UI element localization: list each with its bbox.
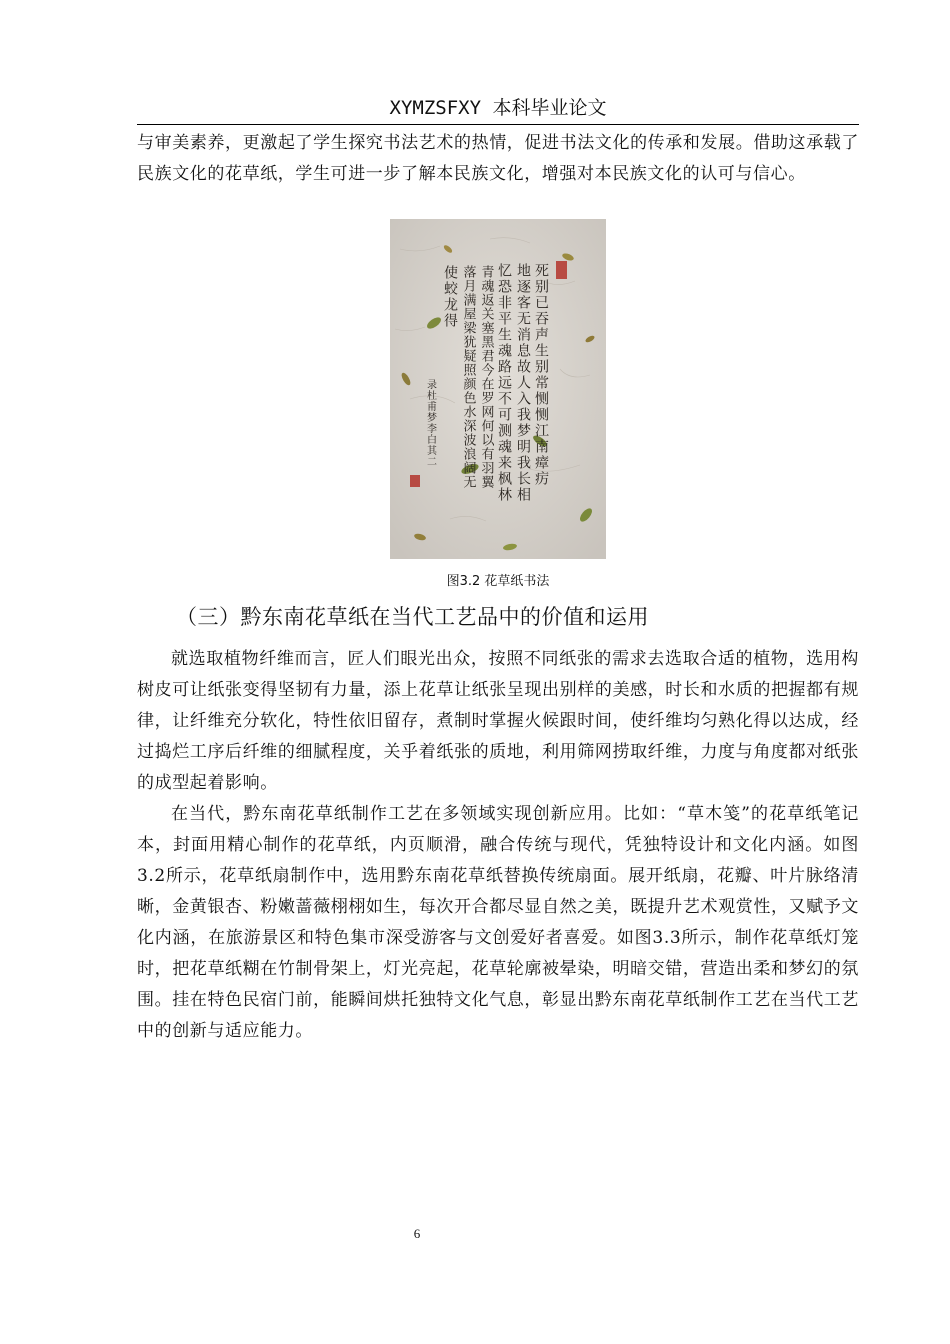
calligraphy-figure <box>390 219 606 559</box>
calligraphy-column-3: 忆恐非平生魂路远不可测魂来枫林 <box>496 263 512 503</box>
calligraphy-column-2: 地逐客无消息故人入我梦明我长相 <box>515 263 531 503</box>
calligraphy-column-6: 使蛟龙得 <box>442 265 458 329</box>
calligraphy-column-1: 死别已吞声生别常恻恻江南瘴疠 <box>533 263 549 487</box>
flower-paper-calligraphy-image <box>390 219 606 559</box>
header-divider <box>137 124 859 125</box>
page-number: 6 <box>413 1226 421 1241</box>
calligraphy-column-5: 落月满屋梁犹疑照颜色水深波浪阔无 <box>460 265 476 489</box>
seal-top <box>556 261 567 279</box>
page-header: XYMZSFXY 本科毕业论文 <box>389 97 607 119</box>
paragraph-intro: 与审美素养，更激起了学生探究书法艺术的热情，促进书法文化的传承和发展。借助这承载了民族文化的花草纸，学生可进一步了解本民族文化，增强对本民族文化的认可与信心。 <box>137 133 859 184</box>
calligraphy-column-4: 青魂返关塞黑君今在罗网何以有羽翼 <box>478 265 494 489</box>
paragraph-modern: 在当代，黔东南花草纸制作工艺在多领域实现创新应用。比如：“草木笺”的花草纸笔记本，封面用精心制作的花草纸，内页顺滑，融合传统与现代，凭独特设计和文化内涵。如图3.2所示，花草纸扇制作中，选用黔东南花草纸替换传统扇面。展开纸扇，花瓣、叶片脉络清晰，金黄银杏、粉嫩蔷薇栩栩如生，每次开合都尽显自然之美，既提升艺术观赏性，又赋予文化内涵，在旅游景区和特色集市深受游客与文创爱好者喜爱。如图3.3所示，制作花草纸灯笼时，把花草纸糊在竹制骨架上，灯光亮起，花草轮廓被晕染，明暗交错，营造出柔和梦幻的氛围。挂在特色民宿门前，能瞬间烘托独特文化气息，彰显出黔东南花草纸制作工艺在当代工艺中的创新与适应能力。 <box>137 804 859 1041</box>
figure-caption: 图3.2 花草纸书法 <box>446 574 550 589</box>
seal-bottom <box>410 475 420 487</box>
calligraphy-signature: 录杜甫梦李白其二 <box>424 379 436 467</box>
paragraph-fiber: 就选取植物纤维而言，匠人们眼光出众，按照不同纸张的需求去选取合适的植物，选用构树皮可让纸张变得坚韧有力量，添上花草让纸张呈现出别样的美感，时长和水质的把握都有规律，让纤维充分软化，特性依旧留存，煮制时掌握火候跟时间，使纤维均匀熟化得以达成，经过捣烂工序后纤维的细腻程度，关乎着纸张的质地，利用筛网捞取纤维，力度与角度都对纸张的成型起着影响。 <box>137 649 859 793</box>
section-heading: （三）黔东南花草纸在当代工艺品中的价值和运用 <box>176 605 649 629</box>
